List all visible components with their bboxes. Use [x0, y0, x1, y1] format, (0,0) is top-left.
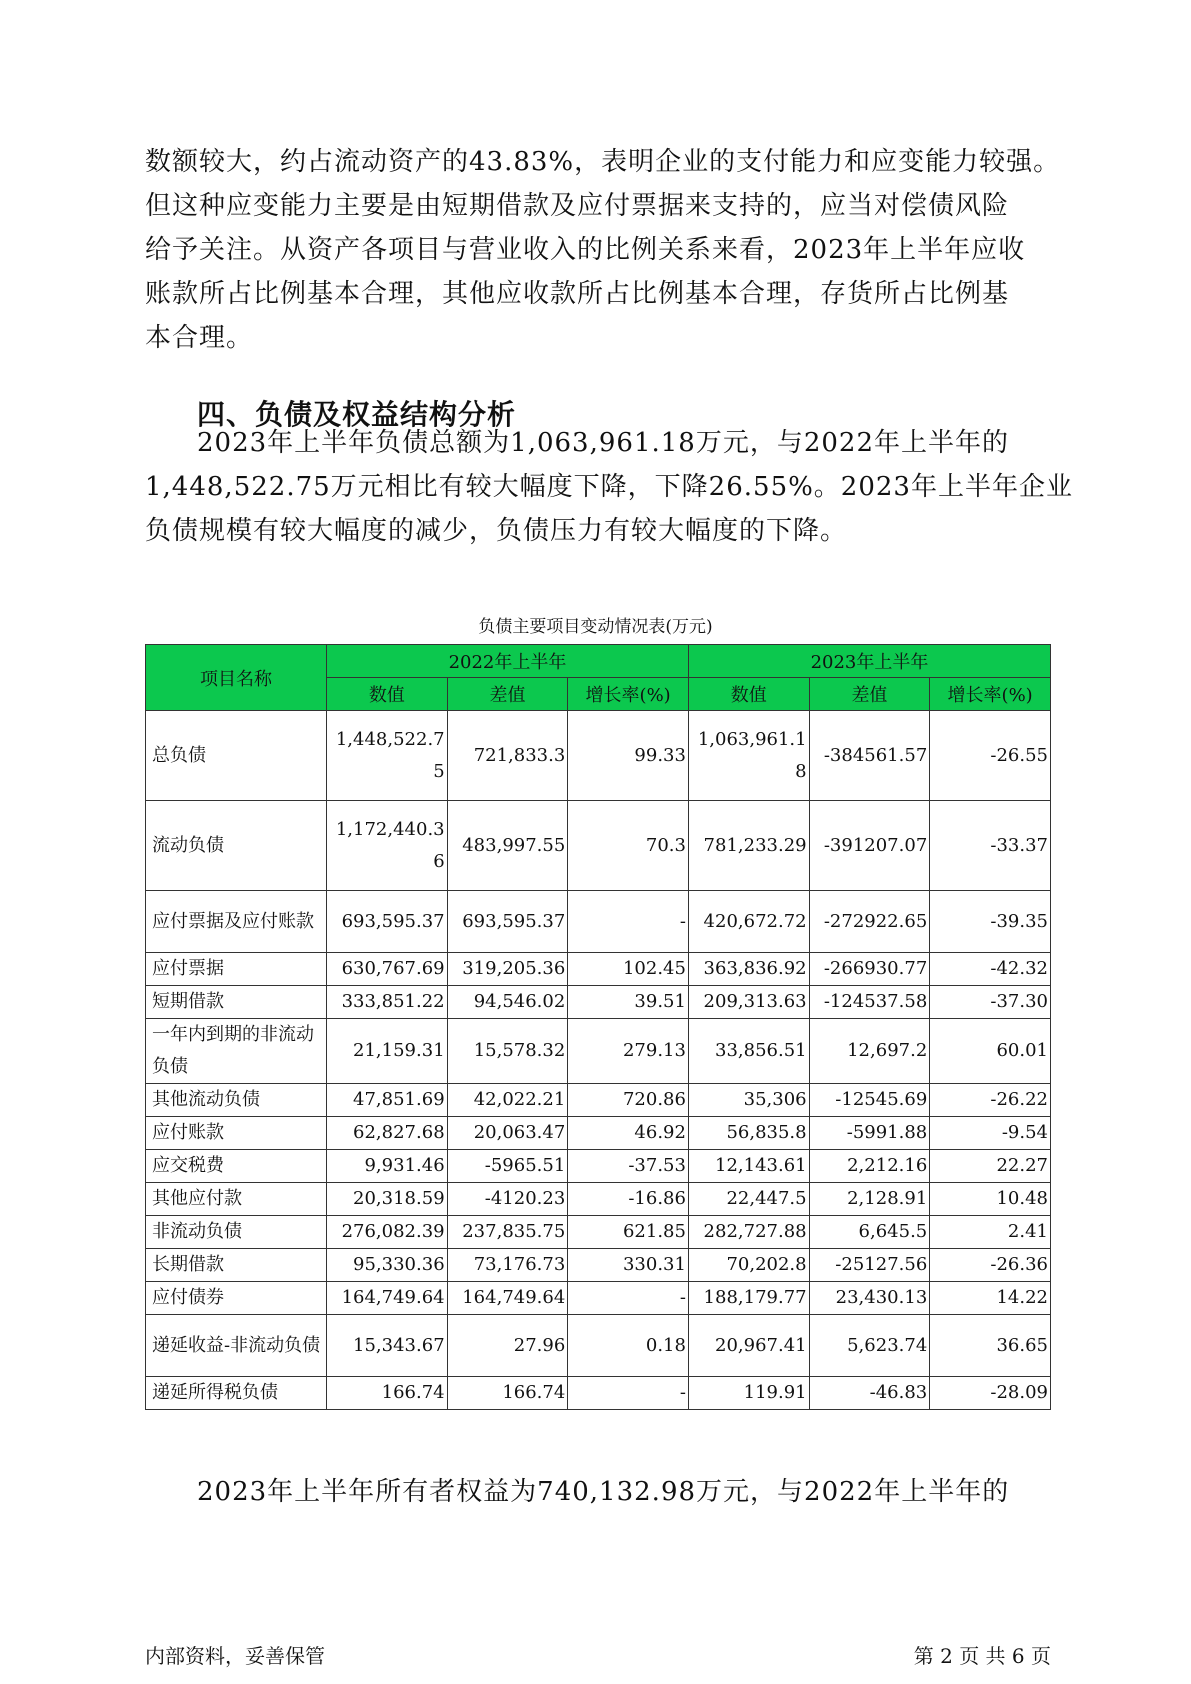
cell: -37.53	[568, 1150, 689, 1183]
cell: -391207.07	[809, 801, 930, 891]
cell: -39.35	[930, 891, 1051, 953]
cell: -42.32	[930, 953, 1051, 986]
cell: 56,835.8	[688, 1117, 809, 1150]
cell: -5991.88	[809, 1117, 930, 1150]
cell: 73,176.73	[447, 1249, 568, 1282]
cell: 60.01	[930, 1019, 1051, 1084]
cell: 22,447.5	[688, 1183, 809, 1216]
table-row	[146, 1377, 1051, 1410]
cell: -28.09	[930, 1377, 1051, 1410]
cell: 15,343.67	[326, 1315, 447, 1377]
cell: 70.3	[568, 801, 689, 891]
header-value: 数值	[326, 678, 447, 711]
cell: -4120.23	[447, 1183, 568, 1216]
cell: 9,931.46	[326, 1150, 447, 1183]
cell: 14.22	[930, 1282, 1051, 1315]
cell: 5,623.74	[809, 1315, 930, 1377]
cell: 47,851.69	[326, 1084, 447, 1117]
cell: -26.36	[930, 1249, 1051, 1282]
table-row	[146, 1183, 1051, 1216]
row-label: 一年内到期的非流动负债	[146, 1019, 327, 1084]
cell: -46.83	[809, 1377, 930, 1410]
cell: -266930.77	[809, 953, 930, 986]
cell: 164,749.64	[326, 1282, 447, 1315]
cell: 36.65	[930, 1315, 1051, 1377]
table-row	[146, 1282, 1051, 1315]
table-row	[146, 1150, 1051, 1183]
cell: -272922.65	[809, 891, 930, 953]
header-growth: 增长率(%)	[930, 678, 1051, 711]
cell: 282,727.88	[688, 1216, 809, 1249]
row-label: 长期借款	[146, 1249, 327, 1282]
paragraph-liability-summary	[145, 421, 1073, 553]
paragraph-equity-summary	[145, 1470, 1050, 1514]
cell: 330.31	[568, 1249, 689, 1282]
table-row	[146, 891, 1051, 953]
liability-table	[145, 644, 1051, 1410]
cell: 22.27	[930, 1150, 1051, 1183]
table-row	[146, 1019, 1051, 1084]
cell: 319,205.36	[447, 953, 568, 986]
cell: 12,697.2	[809, 1019, 930, 1084]
cell: 6,645.5	[809, 1216, 930, 1249]
header-value: 数值	[688, 678, 809, 711]
header-year-2023: 2023年上半年	[688, 645, 1050, 678]
cell: -16.86	[568, 1183, 689, 1216]
cell: 781,233.29	[688, 801, 809, 891]
cell: 166.74	[326, 1377, 447, 1410]
section-heading: 四、负债及权益结构分析	[197, 398, 517, 431]
cell: 39.51	[568, 986, 689, 1019]
table-row	[146, 1216, 1051, 1249]
cell: -124537.58	[809, 986, 930, 1019]
cell: 237,835.75	[447, 1216, 568, 1249]
text-line: 2023年上半年所有者权益为740,132.98万元，与2022年上半年的	[197, 1477, 1010, 1507]
row-label: 递延所得税负债	[146, 1377, 327, 1410]
cell: 2.41	[930, 1216, 1051, 1249]
table-row	[146, 711, 1051, 801]
cell: 33,856.51	[688, 1019, 809, 1084]
cell: 42,022.21	[447, 1084, 568, 1117]
cell: 12,143.61	[688, 1150, 809, 1183]
row-label: 递延收益-非流动负债	[146, 1315, 327, 1377]
text-line: 账款所占比例基本合理，其他应收款所占比例基本合理，存货所占比例基	[145, 279, 1010, 309]
cell: 720.86	[568, 1084, 689, 1117]
text-line: 负债规模有较大幅度的减少，负债压力有较大幅度的下降。	[145, 516, 848, 546]
footer-confidential: 内部资料，妥善保管	[145, 1644, 325, 1668]
paragraph-asset-analysis	[145, 140, 1061, 360]
table-row	[146, 1117, 1051, 1150]
cell: 483,997.55	[447, 801, 568, 891]
cell: 363,836.92	[688, 953, 809, 986]
cell: -26.55	[930, 711, 1051, 801]
table-row	[146, 1084, 1051, 1117]
text-line: 2023年上半年负债总额为1,063,961.18万元，与2022年上半年的	[197, 428, 1010, 458]
header-item-name: 项目名称	[146, 645, 327, 711]
table-row	[146, 953, 1051, 986]
cell: 209,313.63	[688, 986, 809, 1019]
cell: 46.92	[568, 1117, 689, 1150]
cell: 21,159.31	[326, 1019, 447, 1084]
cell: -5965.51	[447, 1150, 568, 1183]
header-year-2022: 2022年上半年	[326, 645, 688, 678]
row-label: 总负债	[146, 711, 327, 801]
text-line: 数额较大，约占流动资产的43.83%，表明企业的支付能力和应变能力较强。	[145, 147, 1061, 177]
cell: -384561.57	[809, 711, 930, 801]
cell: 15,578.32	[447, 1019, 568, 1084]
cell: 721,833.3	[447, 711, 568, 801]
cell: 27.96	[447, 1315, 568, 1377]
text-line: 但这种应变能力主要是由短期借款及应付票据来支持的，应当对偿债风险	[145, 191, 1010, 221]
footer-page-number: 第 2 页 共 6 页	[913, 1644, 1051, 1668]
cell: 693,595.37	[447, 891, 568, 953]
header-growth: 增长率(%)	[568, 678, 689, 711]
table-row	[146, 801, 1051, 891]
cell: 630,767.69	[326, 953, 447, 986]
cell: -	[568, 891, 689, 953]
cell: -	[568, 1377, 689, 1410]
row-label: 应付账款	[146, 1117, 327, 1150]
cell: 0.18	[568, 1315, 689, 1377]
cell: 2,212.16	[809, 1150, 930, 1183]
cell: 70,202.8	[688, 1249, 809, 1282]
row-label: 短期借款	[146, 986, 327, 1019]
cell: 1,063,961.18	[688, 711, 809, 801]
cell: 62,827.68	[326, 1117, 447, 1150]
row-label: 其他流动负债	[146, 1084, 327, 1117]
cell: 20,967.41	[688, 1315, 809, 1377]
cell: 119.91	[688, 1377, 809, 1410]
cell: 94,546.02	[447, 986, 568, 1019]
cell: -25127.56	[809, 1249, 930, 1282]
cell: -12545.69	[809, 1084, 930, 1117]
cell: 10.48	[930, 1183, 1051, 1216]
text-line: 给予关注。从资产各项目与营业收入的比例关系来看，2023年上半年应收	[145, 235, 1026, 265]
row-label: 非流动负债	[146, 1216, 327, 1249]
row-label: 流动负债	[146, 801, 327, 891]
header-diff: 差值	[447, 678, 568, 711]
row-label: 应付票据	[146, 953, 327, 986]
cell: -33.37	[930, 801, 1051, 891]
cell: 2,128.91	[809, 1183, 930, 1216]
row-label: 其他应付款	[146, 1183, 327, 1216]
cell: -37.30	[930, 986, 1051, 1019]
cell: 166.74	[447, 1377, 568, 1410]
cell: 276,082.39	[326, 1216, 447, 1249]
cell: 164,749.64	[447, 1282, 568, 1315]
cell: -	[568, 1282, 689, 1315]
table-row	[146, 1315, 1051, 1377]
text-line: 本合理。	[145, 323, 254, 353]
cell: 693,595.37	[326, 891, 447, 953]
cell: -9.54	[930, 1117, 1051, 1150]
cell: 20,063.47	[447, 1117, 568, 1150]
row-label: 应付债券	[146, 1282, 327, 1315]
table-caption: 负债主要项目变动情况表(万元)	[478, 617, 713, 637]
cell: 621.85	[568, 1216, 689, 1249]
cell: 279.13	[568, 1019, 689, 1084]
row-label: 应交税费	[146, 1150, 327, 1183]
cell: 23,430.13	[809, 1282, 930, 1315]
cell: 95,330.36	[326, 1249, 447, 1282]
cell: 35,306	[688, 1084, 809, 1117]
header-diff: 差值	[809, 678, 930, 711]
cell: 1,172,440.36	[326, 801, 447, 891]
cell: 20,318.59	[326, 1183, 447, 1216]
cell: 99.33	[568, 711, 689, 801]
cell: 102.45	[568, 953, 689, 986]
text-line: 1,448,522.75万元相比有较大幅度下降，下降26.55%。2023年上半年企业	[145, 472, 1073, 502]
row-label: 应付票据及应付账款	[146, 891, 327, 953]
cell: 1,448,522.75	[326, 711, 447, 801]
table-row	[146, 986, 1051, 1019]
cell: -26.22	[930, 1084, 1051, 1117]
cell: 188,179.77	[688, 1282, 809, 1315]
cell: 420,672.72	[688, 891, 809, 953]
table-row	[146, 1249, 1051, 1282]
cell: 333,851.22	[326, 986, 447, 1019]
